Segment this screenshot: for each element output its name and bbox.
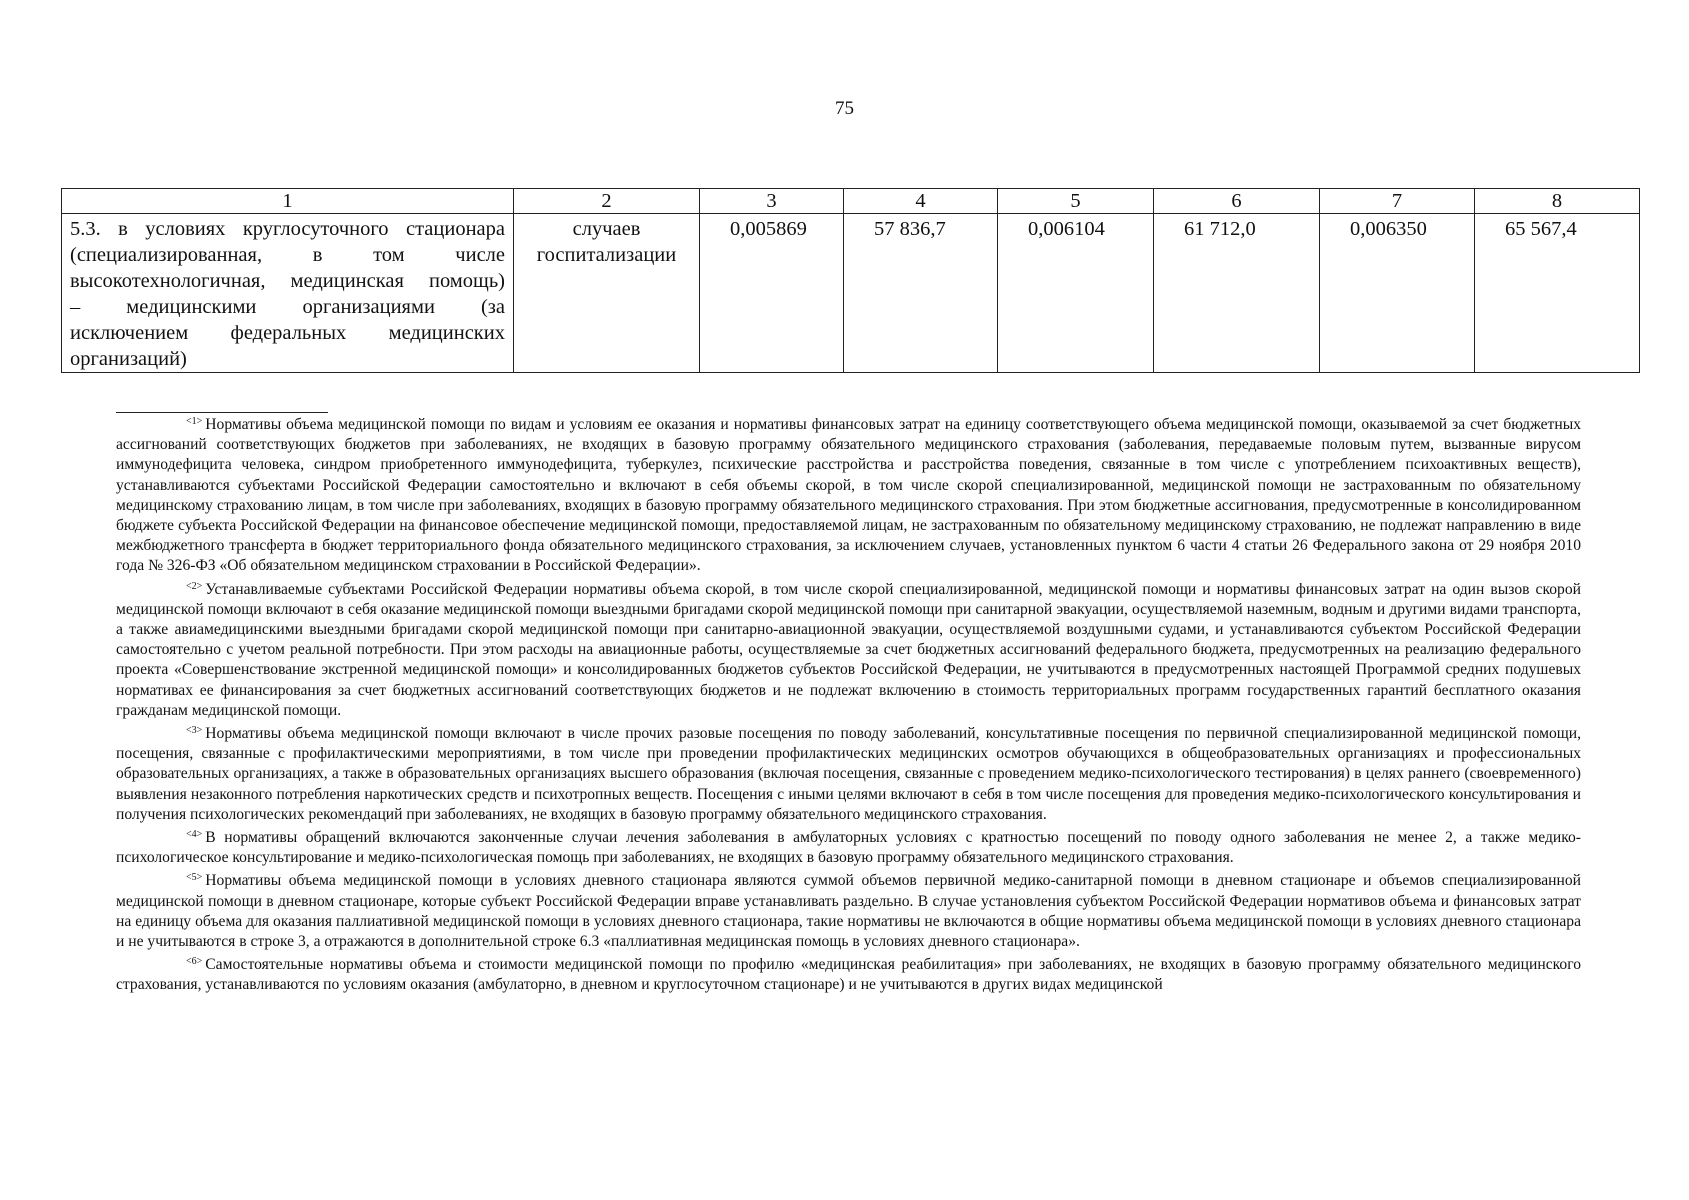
footnote-mark: <6>: [186, 956, 203, 968]
unit-cell: [514, 214, 700, 373]
value-cell: 65 567,4: [1475, 214, 1640, 373]
value-cell: 0,005869: [700, 214, 844, 373]
page-number: 75: [835, 98, 854, 119]
footnote-mark: <1>: [186, 416, 203, 427]
footnote: [116, 721, 1581, 825]
column-number-header: 1: [62, 189, 514, 214]
table-row: [62, 214, 1640, 373]
footnote-mark: <4>: [186, 829, 203, 841]
table-header-row: [62, 189, 1640, 214]
row-label-line: 5.3. в условиях круглосуточного стационара: [70, 218, 505, 240]
row-label-line: организаций): [70, 348, 187, 370]
value-cell: 0,006350: [1320, 214, 1475, 373]
column-number-header: 6: [1154, 189, 1320, 214]
row-label-line: исключением федеральных медицинских: [70, 322, 505, 344]
column-number-header: 5: [998, 189, 1154, 214]
column-number-header: 3: [700, 189, 844, 214]
footnote-text: Устанавливаемые субъектами Российской Федерации нормативы объема скорой, в том числе скорой специализированной, медицинской помощи и нормативы финансовых затрат на один вызов скорой медицинской помощи включают в себя оказание медицинской помощи выездными бригадами скорой медицинской помощи при санитарной эвакуации, осуществляемой наземным, водным и другими видами транспорта, а также авиамедицинскими выездными бригадами скорой медицинской помощи при санитарно-авиационной эвакуации, осуществляемой воздушными судами, и устанавливаются субъектом Российской Федерации самостоятельно с учетом реальной потребности. При этом расходы на авиационные работы, осуществляемые за счет бюджетных ассигнований федерального бюджета, предусмотренных на реализацию федерального проекта «Совершенствование экстренной медицинской помощи» и консолидированных бюджетов субъектов Российской Федерации, не учитываются в предусмотренных настоящей Программой средних подушевых нормативах ее финансирования за счет бюджетных ассигнований соответствующих бюджетов и не подлежат включению в стоимость территориальных программ государственных гарантий бесплатного оказания гражданам медицинской помощи.: [116, 580, 1581, 719]
footnote-text: В нормативы обращений включаются законченные случаи лечения заболевания в амбулаторных условиях с кратностью посещений по поводу одного заболевания не менее 2, а также медико-психологическое консультирование и медико-психологическая помощь при заболеваниях, не входящих в базовую программу обязательного медицинского страхования.: [116, 829, 1581, 867]
footnote-mark: <2>: [186, 580, 203, 592]
row-label-line: высокотехнологичная, медицинская помощь): [70, 270, 505, 292]
footnote-text: Нормативы объема медицинской помощи по видам и условиям ее оказания и нормативы финансовых затрат на единицу соответствующего объема медицинской помощи, оказываемой за счет бюджетных ассигнований соответствующих бюджетов при заболеваниях, не входящих в базовую программу обязательного медицинского страхования (заболевания, передаваемые половым путем, вызванные вирусом иммунодефицита человека, синдром приобретенного иммунодефицита, туберкулез, психические расстройства и расстройства поведения, связанные в том числе с употреблением психоактивных веществ), устанавливаются субъектами Российской Федерации самостоятельно и включают в себя объемы скорой, в том числе скорой специализированной, медицинской помощи не застрахованным по обязательному медицинскому страхованию лицам, в том числе при заболеваниях, входящих в базовую программу обязательного медицинского страхования. При этом бюджетные ассигнования, предусмотренные в консолидированном бюджете субъекта Российской Федерации на финансовое обеспечение медицинской помощи, предоставляемой лицам, не застрахованным по обязательному медицинскому страхованию, не подлежат направлению в виде межбюджетного трансферта в бюджет территориального фонда обязательного медицинского страхования, за исключением случаев, установленных пунктом 6 части 4 статьи 26 Федерального закона от 29 ноября 2010 года № 326-ФЗ «Об обязательном медицинском страховании в Российской Федерации».: [116, 416, 1581, 575]
footnote: [116, 412, 1581, 577]
unit-line: случаев: [572, 218, 641, 240]
footnote-text: Нормативы объема медицинской помощи включают в числе прочих разовые посещения по поводу заболеваний, консультативные посещения по первичной специализированной медицинской помощи, посещения, связанные с профилактическими мероприятиями, в том числе при проведении профилактических медицинских осмотров обучающихся в общеобразовательных организациях и профессиональных образовательных организациях, а также в образовательных организациях высшего образования (включая посещения, связанные с проведением медико-психологического тестирования) в целях раннего (своевременного) выявления незаконного потребления наркотических средств и психотропных веществ. Посещения с иными целями включают в себя в том числе посещения для проведения медико-психологического консультирования и получения психологических рекомендаций при заболеваниях, не входящих в базовую программу обязательного медицинского страхования.: [116, 725, 1581, 823]
footnotes: [116, 412, 1581, 996]
value-cell: 61 712,0: [1154, 214, 1320, 373]
footnote: [116, 825, 1581, 868]
norms-table: [61, 188, 1640, 373]
row-label-line: – медицинскими организациями (за: [70, 296, 505, 318]
column-number-header: 7: [1320, 189, 1475, 214]
value-cell: 0,006104: [998, 214, 1154, 373]
unit-line: госпитализации: [536, 244, 677, 266]
footnote: [116, 868, 1581, 952]
column-number-header: 8: [1475, 189, 1640, 214]
row-label-line: (специализированная, в том числе: [70, 244, 505, 266]
footnote-mark: <5>: [186, 872, 203, 884]
footnote: [116, 952, 1581, 995]
footnote: [116, 577, 1581, 721]
row-label-cell: [62, 214, 514, 373]
footnote-mark: <3>: [186, 725, 203, 737]
footnote-text: Самостоятельные нормативы объема и стоимости медицинской помощи по профилю «медицинская реабилитация» при заболеваниях, не входящих в базовую программу обязательного медицинского страхования, устанавливаются по условиям оказания (амбулаторно, в дневном и круглосуточном стационаре) и не учитываются в других видах медицинской: [116, 956, 1581, 994]
footnote-text: Нормативы объема медицинской помощи в условиях дневного стационара являются суммой объемов первичной медико-санитарной помощи в дневном стационаре и объемов специализированной медицинской помощи в дневном стационаре, которые субъект Российской Федерации вправе устанавливать раздельно. В случае установления субъектом Российской Федерации нормативов объема и финансовых затрат на единицу объема для оказания паллиативной медицинской помощи в условиях дневного стационара, такие нормативы не включаются в общие нормативы объема медицинской помощи в условиях дневного стационара и не учитываются в строке 3, а отражаются в дополнительной строке 6.3 «паллиативная медицинская помощь в условиях дневного стационара».: [116, 872, 1581, 951]
column-number-header: 4: [844, 189, 998, 214]
value-cell: 57 836,7: [844, 214, 998, 373]
column-number-header: 2: [514, 189, 700, 214]
